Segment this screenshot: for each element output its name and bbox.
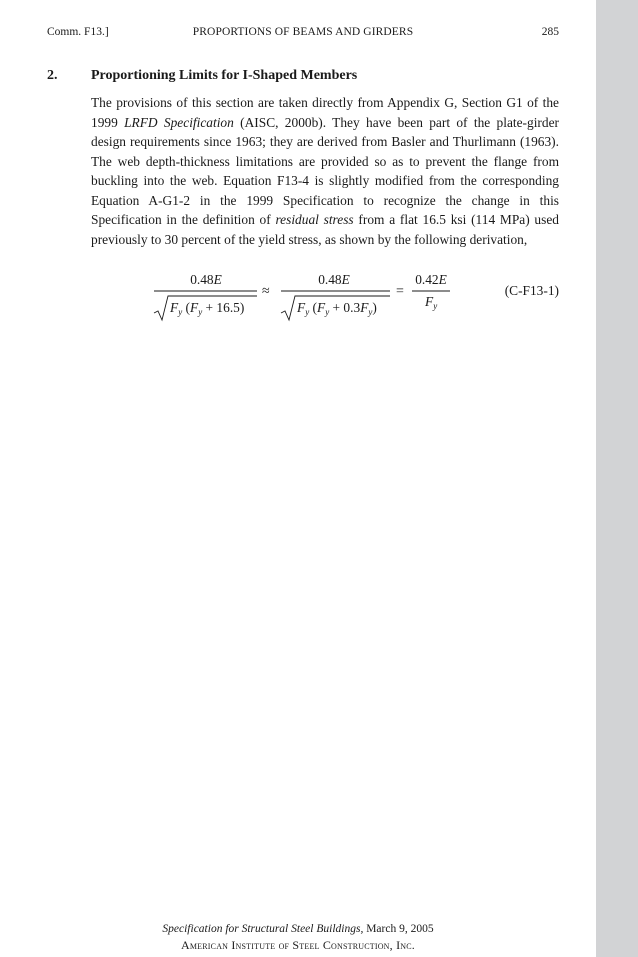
page-gutter [596,0,638,957]
paragraph-text-1: The provisions of this section are taken directly from Appendix G, Section G1 of the 1999 [91,95,559,130]
fraction-3 [412,272,450,311]
equals-sign: = [396,284,404,299]
body-paragraph [91,93,559,249]
fraction-3-denominator: $F_y$ [425,294,438,311]
running-head-title: PROPORTIONS OF BEAMS AND GIRDERS [192,26,414,38]
running-head [47,26,559,42]
page-footer [0,921,596,953]
page-number: 285 [541,26,559,38]
paragraph-text-3: from a flat 16.5 ksi (114 MPa) used previously to 30 percent of the yield stress, as shown by the following derivation, [91,212,559,247]
approx-sign: ≈ [262,284,270,299]
equation-c-f13-1 [150,270,450,330]
paragraph-italic-lrfd: LRFD Specification [124,114,234,130]
footer-publisher: American Institute of Steel Construction, Inc. [181,938,415,952]
section-number: 2. [47,68,58,83]
equation-number: (C-F13-1) [504,283,559,298]
fraction-1-denominator: $F_y$ $(F_y + 16.5)$ [170,300,245,317]
fraction-1 [154,272,257,320]
fraction-2-denominator: $F_y$ $(F_y + 0.3F_y)$ [297,300,377,317]
paragraph-italic-residual-stress: residual stress [275,212,354,227]
running-head-section: Comm. F13.] [47,26,109,38]
section-title: Proportioning Limits for I-Shaped Members [91,68,358,83]
fraction-2-numerator: 0.48E [318,272,350,287]
fraction-2 [281,272,390,320]
footer-title: Specification for Structural Steel Buildings, [162,923,364,935]
fraction-3-numerator: 0.42E [415,272,447,287]
footer-citation [0,921,596,937]
equation-graphic [150,270,460,330]
footer-date: March 9, 2005 [363,923,434,935]
fraction-1-numerator: 0.48E [190,272,222,287]
paragraph-text-2: (AISC, 2000b). They have been part of the plate-girder design requirements since 1963; they are derived from Basler and Thurlimann (1963). The web depth-thickness limitations are provided so as to prevent the flange from buckling into the web. Equation F13-4 is slightly modified from the corresponding Equation A-G1-2 in the 1999 Specification to recognize the change in this Specification in the definition of [91,114,559,227]
